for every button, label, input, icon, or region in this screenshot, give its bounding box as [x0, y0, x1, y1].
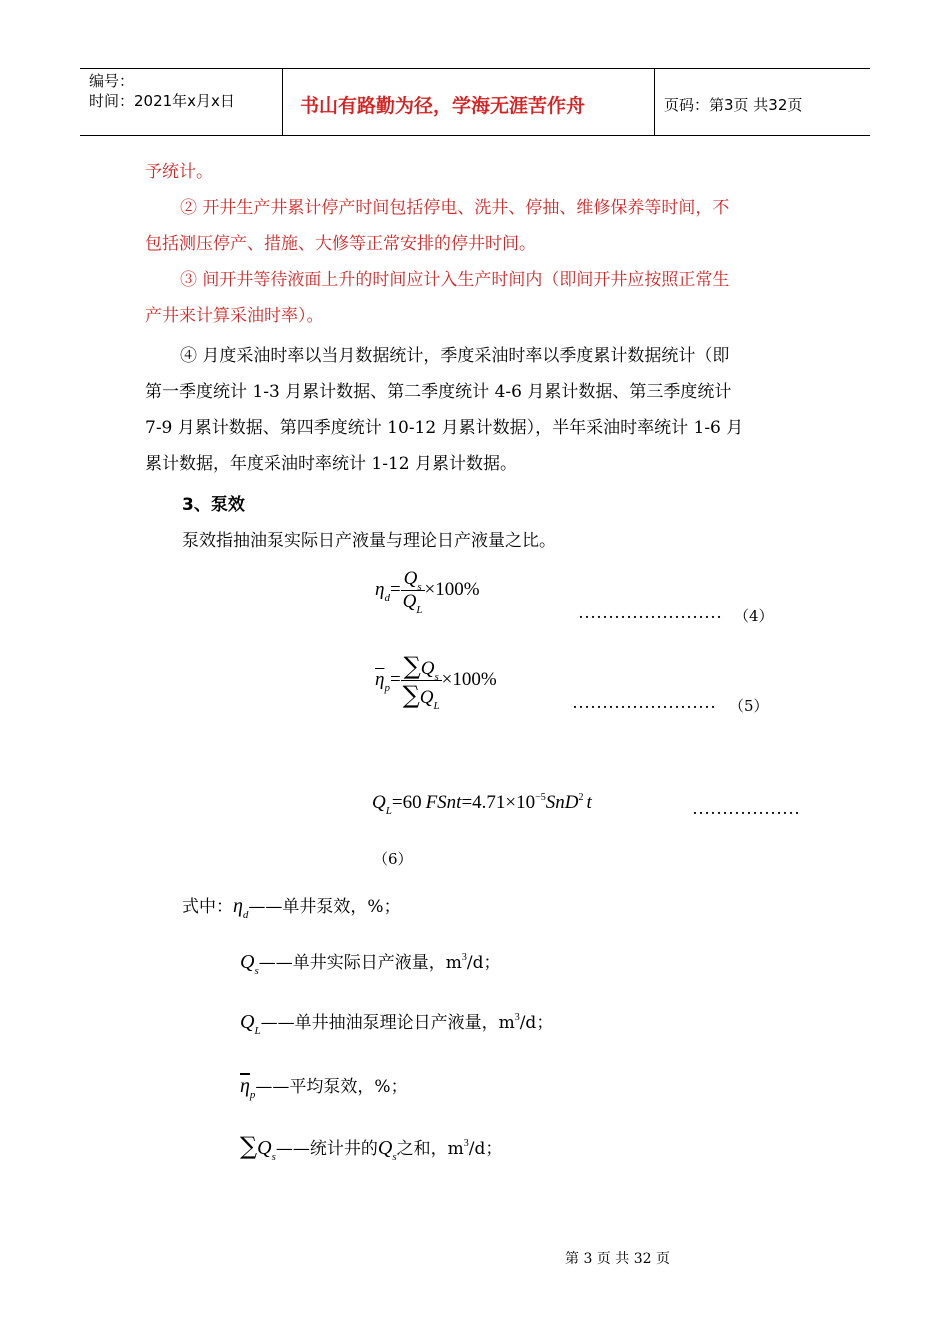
paragraph-4-line-3: 7-9 月累计数据、第四季度统计 10-12 月累计数据），半年采油时率统计 1-6 月 — [145, 418, 744, 438]
definition-intro: 式中：$\eta_d——$单井泵效，%； — [182, 895, 401, 921]
definition-ql: $Q_L——$单井抽油泵理论日产液量，$m^3/d$； — [240, 1011, 554, 1037]
header-page-info: 页码：第3页 共32页 — [664, 96, 803, 114]
pump-efficiency-definition: 泵效指抽油泵实际日产液量与理论日产液量之比。 — [182, 531, 556, 551]
header-top-border — [80, 68, 870, 69]
header-divider-right — [654, 68, 655, 136]
section-title: 3、泵效 — [182, 495, 245, 515]
paragraph-4-line-2: 第一季度统计 1-3 月累计数据、第二季度统计 4-6 月累计数据、第三季度统计 — [145, 382, 732, 402]
header-divider-left — [282, 68, 283, 136]
formula-6-dots: ……………… — [692, 798, 800, 818]
paragraph-1-tail: 予统计。 — [145, 162, 213, 182]
paragraph-4-line-4: 累计数据，年度采油时率统计 1-12 月累计数据。 — [145, 454, 517, 474]
formula-6-tag: （6） — [373, 850, 413, 868]
formula-5-tag: （5） — [729, 697, 769, 715]
paragraph-3-line-1: ③ 间开井等待液面上升的时间应计入生产时间内（即间开井应按照正常生 — [180, 270, 730, 290]
formula-5-eta: $\overline{\eta}$ — [375, 668, 385, 690]
header-motto: 书山有路勤为径，学海无涯苦作舟 — [300, 95, 586, 117]
formula-4-eta: η — [375, 578, 385, 600]
header-bottom-border — [80, 135, 870, 136]
header-time: 时间：2021年x月x日 — [89, 92, 235, 110]
page-footer: 第 3 页 共 32 页 — [565, 1251, 670, 1267]
paragraph-2-line-2: 包括测压停产、措施、大修等正常安排的停井时间。 — [145, 234, 536, 254]
definition-sum-qs: $\sum Q_s——$统计井的$Q_s$之和，$m^3/d$； — [240, 1132, 503, 1163]
formula-6: $Q_L=60$ $FSnt=4.71\times 10^{-5}SnD^2$ t — [372, 792, 592, 817]
paragraph-4-line-1: ④ 月度采油时率以当月数据统计，季度采油时率以季度累计数据统计（即 — [180, 346, 730, 366]
paragraph-3-line-2: 产井来计算采油时率）。 — [145, 306, 324, 326]
definition-eta-p: $\overline{\eta}_p——$平均泵效，%； — [240, 1075, 408, 1101]
formula-5: $\overline{\eta}_p=$ $\frac{\sum Q_s}{\sum Q_L}$ ×100% — [375, 652, 497, 712]
definition-qs: $Q_s——$单井实际日产液量，$m^3/d$； — [240, 951, 501, 977]
paragraph-2-line-1: ② 开井生产井累计停产时间包括停电、洗井、停抽、维修保养等时间，不 — [180, 198, 730, 218]
formula-4-tag: （4） — [734, 607, 774, 625]
formula-4-fraction: $\frac{Q_s}{Q_L}$ — [402, 568, 423, 616]
formula-5-fraction: $\frac{\sum Q_s}{\sum Q_L}$ — [402, 652, 440, 712]
doc-number-label: 编号： — [89, 72, 135, 90]
formula-5-dots: …………………… — [572, 692, 716, 712]
formula-4: $\eta_d=$ $\frac{Q_s}{Q_L}$ ×100% — [375, 568, 480, 616]
formula-4-dots: …………………… — [578, 602, 722, 622]
